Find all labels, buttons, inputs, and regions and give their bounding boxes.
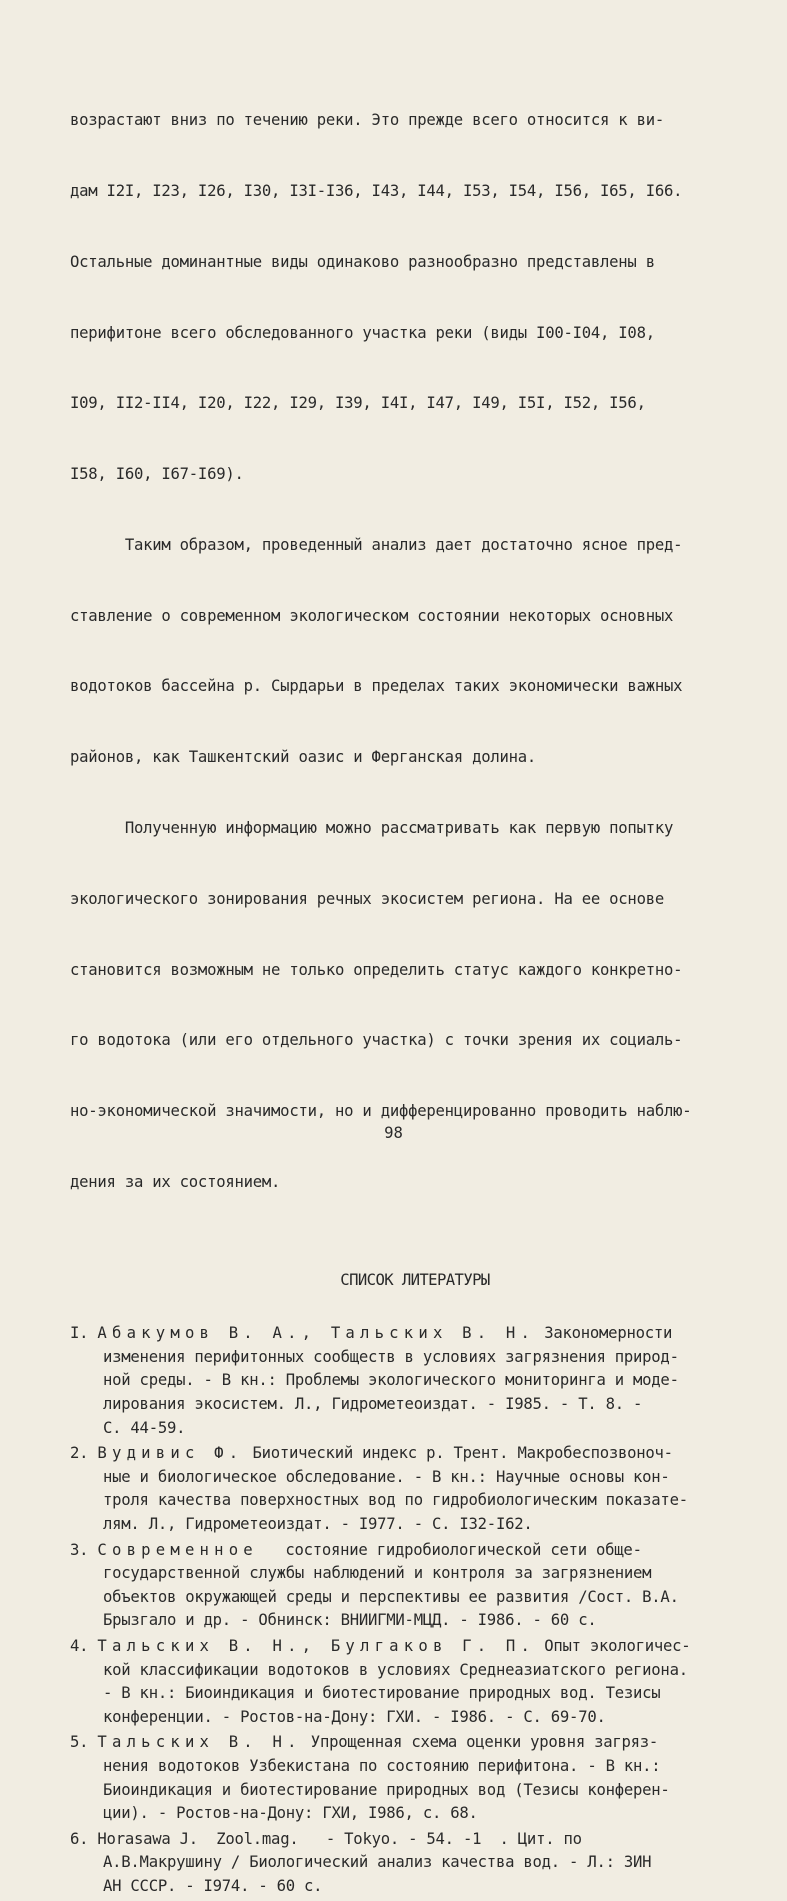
reference-number: 5.: [70, 1733, 89, 1752]
body-line: Остальные доминантные виды одинаково разнообразно представлены в: [70, 252, 655, 271]
reference-item: [70, 1731, 760, 1825]
reference-line: нения водотоков Узбекистана по состоянию перифитона. - В кн.:: [103, 1756, 661, 1775]
document-page: [70, 62, 760, 1901]
body-line: Таким образом, проведенный анализ дает достаточно ясное пред-: [70, 535, 683, 554]
body-line: возрастают вниз по течению реки. Это прежде всего относится к ви-: [70, 111, 664, 130]
body-line: дам I2I, I23, I26, I30, I3I-I36, I43, I44, I53, I54, I56, I65, I66.: [70, 181, 683, 200]
body-line: Полученную информацию можно рассматривать как первую попытку: [70, 819, 674, 837]
reference-authors: Horasawa J.: [97, 1829, 198, 1848]
reference-number: 2.: [70, 1444, 89, 1463]
body-line: ставление о современном экологическом состоянии некоторых основных: [70, 606, 674, 625]
body-line: го водотока (или его отдельного участка) с точки зрения их социаль-: [70, 1031, 683, 1050]
body-line: водотоков бассейна р. Сырдарьи в пределах таких экономически важных: [70, 677, 683, 696]
body-line: становится возможным не только определить статус каждого конкретно-: [70, 960, 683, 979]
body-line: но-экономической значимости, но и дифференцированно проводить наблю-: [70, 1102, 692, 1121]
reference-line: АН СССР. - I974. - 60 с.: [103, 1876, 323, 1895]
reference-line: государственной службы наблюдений и контроля за загрязнением: [103, 1564, 652, 1583]
reference-item: [70, 1635, 760, 1729]
body-line: экологического зонирования речных экосистем региона. На ее основе: [70, 889, 664, 908]
reference-line: ции). - Ростов-на-Дону: ГХИ, I986, с. 68.: [103, 1804, 478, 1823]
reference-item: [70, 1442, 760, 1536]
reference-item: [70, 1322, 760, 1440]
reference-text: Закономерности: [535, 1324, 673, 1343]
references-heading: СПИСОК ЛИТЕРАТУРЫ: [340, 1270, 490, 1289]
body-text: [70, 62, 760, 1242]
reference-authors: Абакумов В. А., Тальских В. Н.: [97, 1324, 536, 1343]
reference-text: Zool.mag. - Tokyo. - 54. -1 . Цит. по: [197, 1829, 582, 1848]
reference-line: Биоиндикация и биотестирование природных вод (Тезисы конферен-: [103, 1780, 670, 1799]
reference-number: I.: [70, 1324, 89, 1343]
reference-line: ные и биологическое обследование. - В кн.: Научные основы кон-: [103, 1467, 670, 1486]
reference-number: 4.: [70, 1637, 89, 1655]
reference-line: изменения перифитонных сообществ в условиях загрязнения природ-: [103, 1347, 679, 1366]
body-line: дения за их состоянием.: [70, 1172, 281, 1191]
reference-line: лям. Л., Гидрометеоиздат. - I977. - С. I32-I62.: [103, 1515, 533, 1534]
reference-text: Опыт экологичес-: [535, 1637, 691, 1655]
reference-text: состояние гидробиологической сети обще-: [257, 1540, 642, 1559]
reference-number: 6.: [70, 1829, 89, 1848]
reference-item: [70, 1828, 760, 1899]
reference-line: Брызгало и др. - Обнинск: ВНИИГМИ-МЦД. - I986. - 60 с.: [103, 1611, 597, 1630]
reference-authors: Современное: [97, 1540, 258, 1559]
reference-line: - В кн.: Биоиндикация и биотестирование природных вод. Тезисы: [103, 1684, 661, 1703]
body-line: перифитоне всего обследованного участка реки (виды I00-I04, I08,: [70, 323, 655, 342]
body-line: I09, II2-II4, I20, I22, I29, I39, I4I, I47, I49, I5I, I52, I56,: [70, 394, 646, 413]
body-line: районов, как Ташкентский оазис и Ферганская долина.: [70, 748, 537, 767]
reference-line: А.В.Макрушину / Биологический анализ качества вод. - Л.: ЗИН: [103, 1853, 652, 1872]
reference-number: 3.: [70, 1540, 89, 1559]
reference-line: ной среды. - В кн.: Проблемы экологического мониторинга и моде-: [103, 1371, 679, 1390]
reference-text: Упрощенная схема оценки уровня загряз-: [301, 1733, 659, 1752]
reference-item: [70, 1539, 760, 1633]
body-line: I58, I60, I67-I69).: [70, 465, 244, 484]
reference-line: С. 44-59.: [103, 1418, 186, 1437]
reference-authors: Тальских В. Н., Булгаков Г. П.: [97, 1637, 536, 1655]
reference-line: конференции. - Ростов-на-Дону: ГХИ. - I986. - С. 69-70.: [103, 1707, 606, 1726]
reference-line: объектов окружающей среды и перспективы ее развития /Сост. В.А.: [103, 1587, 679, 1606]
reference-line: троля качества поверхностных вод по гидробиологическим показате-: [103, 1491, 688, 1510]
page-number: 98: [384, 1124, 403, 1142]
reference-line: кой классификации водотоков в условиях Среднеазиатского региона.: [103, 1660, 688, 1679]
reference-line: лирования экосистем. Л., Гидрометеоиздат. - I985. - Т. 8. -: [103, 1395, 643, 1414]
reference-authors: Вудивис Ф.: [97, 1444, 244, 1463]
reference-authors: Тальских В. Н.: [97, 1733, 302, 1752]
reference-list: [70, 1322, 760, 1898]
reference-text: Биотический индекс р. Трент. Макробеспозвоноч-: [243, 1444, 673, 1463]
